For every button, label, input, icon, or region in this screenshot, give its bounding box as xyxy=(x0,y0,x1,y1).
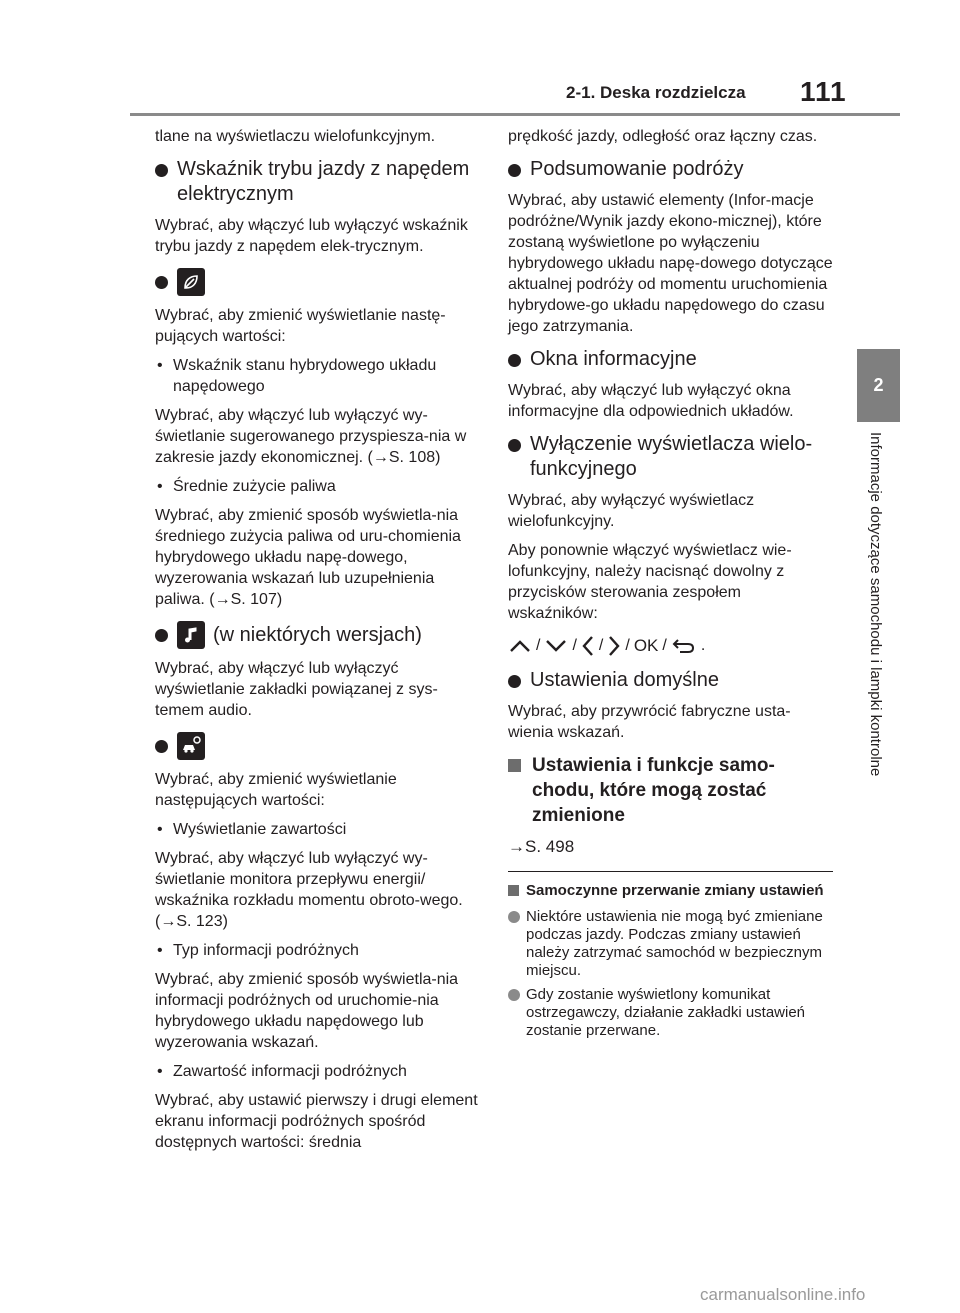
right-column xyxy=(508,126,833,1046)
paragraph: Wybrać, aby ustawić pierwszy i drugi element ekranu informacji podróżnych spośród dostępnych wartości: średnia xyxy=(155,1092,478,1151)
list-item: • Średnie zużycie paliwa xyxy=(155,476,480,497)
paragraph: Aby ponownie włączyć wyświetlacz wie-lofunkcyjny, należy nacisnąć dowolny z przycisków sterowania zespołem wskaźników: xyxy=(508,542,792,622)
paragraph: Wybrać, aby zmienić sposób wyświetla-nia informacji podróżnych od uruchomie-nia hybrydowego układu napędowego lub wyzerowania wskazań. xyxy=(155,971,459,1051)
paragraph: Wybrać, aby włączyć lub wyłączyć wskaźnik trybu jazdy z napędem elek-trycznym. xyxy=(155,217,468,255)
paragraph: Wybrać, aby włączyć lub wyłączyć wy-świetlanie sugerowanego przyspiesza-nia w zakresie jazdy ekonomicznej. (→S. 108) xyxy=(155,407,467,466)
item-heading: Okna informacyjne xyxy=(508,347,833,372)
chevron-down-icon xyxy=(544,638,568,654)
paragraph: Wybrać, aby zmienić wyświetlanie następujących wartości: xyxy=(155,771,397,809)
separator: / xyxy=(625,637,630,654)
back-arrow-icon xyxy=(671,637,697,655)
page-number: 111 xyxy=(800,76,847,107)
item-heading: Ustawienia domyślne xyxy=(508,668,833,693)
chevron-up-icon xyxy=(508,638,532,654)
paragraph: tlane na wyświetlaczu wielofunkcyjnym. xyxy=(155,128,436,145)
header-rule xyxy=(130,113,900,116)
section-title: 2-1. Deska rozdzielcza xyxy=(566,83,746,102)
note-heading: Samoczynne przerwanie zmiany ustawień xyxy=(508,882,833,900)
divider xyxy=(508,871,833,872)
item-heading-car xyxy=(155,731,480,761)
list-item: • Wyświetlanie zawartości xyxy=(155,819,480,840)
paragraph: Wybrać, aby włączyć lub wyłączyć okna informacyjne dla odpowiednich układów. xyxy=(508,382,794,420)
paragraph: Wybrać, aby włączyć lub wyłączyć wy-świetlanie monitora przepływu energii/ wskaźnika rozkładu momentu obroto-wego. (→S. 123) xyxy=(155,850,463,930)
paragraph: Wybrać, aby zmienić wyświetlanie nastę-pujących wartości: xyxy=(155,307,446,345)
ok-key: OK xyxy=(633,636,659,655)
separator: / xyxy=(572,637,577,654)
music-note-icon xyxy=(177,621,205,649)
paragraph: prędkość jazdy, odległość oraz łączny czas. xyxy=(508,128,818,145)
item-heading: Wskaźnik trybu jazdy z napędem elektrycznym xyxy=(155,157,480,207)
list-item: • Zawartość informacji podróżnych xyxy=(155,1061,480,1082)
item-heading: Wyłączenie wyświetlacza wielo-funkcyjnego xyxy=(508,432,833,482)
separator: / xyxy=(598,637,604,654)
paragraph: Wybrać, aby ustawić elementy (Infor-macje podróżne/Wynik jazdy ekono-micznej), które zostaną wyświetlone po wyłączeniu hybrydowego układu napę-dowego dotyczące aktualnej podróży od momentu uruchomienia hybrydowe-go układu napędowego do czasu jego zatrzymania. xyxy=(508,192,833,335)
chevron-right-icon xyxy=(607,634,621,658)
paragraph: Wybrać, aby zmienić sposób wyświetla-nia średniego zużycia paliwa od uru-chomienia hybrydowego układu napę-dowego, wyzerowania wskazań lub uzupełnienia paliwa. (→S. 107) xyxy=(155,507,461,608)
chapter-tab: 2 xyxy=(857,349,900,422)
note-item: Niektóre ustawienia nie mogą być zmieniane podczas jazdy. Podczas zmiany ustawień należy zatrzymać samochód w bezpiecznym miejscu. xyxy=(508,908,833,980)
left-column xyxy=(155,126,480,1161)
chevron-left-icon xyxy=(581,634,595,658)
paragraph: Wybrać, aby włączyć lub wyłączyć wyświetlanie zakładki powiązanej z sys-temem audio. xyxy=(155,660,438,719)
separator: / xyxy=(662,637,667,654)
page-reference: →S. 498 xyxy=(508,837,575,856)
section-heading: Ustawienia i funkcje samo-chodu, które mogą zostać zmienione xyxy=(508,753,833,828)
chapter-title: Informacje dotyczące samochodu i lampki kontrolne xyxy=(867,432,884,777)
item-heading: Podsumowanie podróży xyxy=(508,157,833,182)
watermark: carmanualsonline.info xyxy=(700,1285,866,1304)
item-heading-audio xyxy=(155,620,480,650)
heading-text: (w niektórych wersjach) xyxy=(213,623,422,646)
item-heading-leaf xyxy=(155,267,480,297)
list-item: • Wskaźnik stanu hybrydowego układu napędowego xyxy=(155,355,480,397)
control-keys xyxy=(508,634,833,658)
list-item: • Typ informacji podróżnych xyxy=(155,940,480,961)
end-period: . xyxy=(700,637,706,654)
separator: / xyxy=(536,637,541,654)
leaf-icon xyxy=(177,268,205,296)
note-item: Gdy zostanie wyświetlony komunikat ostrzegawczy, działanie zakładki ustawień zostanie przerwane. xyxy=(508,986,833,1040)
page-header xyxy=(0,0,960,120)
paragraph: Wybrać, aby wyłączyć wyświetlacz wielofunkcyjny. xyxy=(508,492,755,530)
car-settings-icon xyxy=(177,732,205,760)
paragraph: Wybrać, aby przywrócić fabryczne usta-wienia wskazań. xyxy=(508,703,791,741)
